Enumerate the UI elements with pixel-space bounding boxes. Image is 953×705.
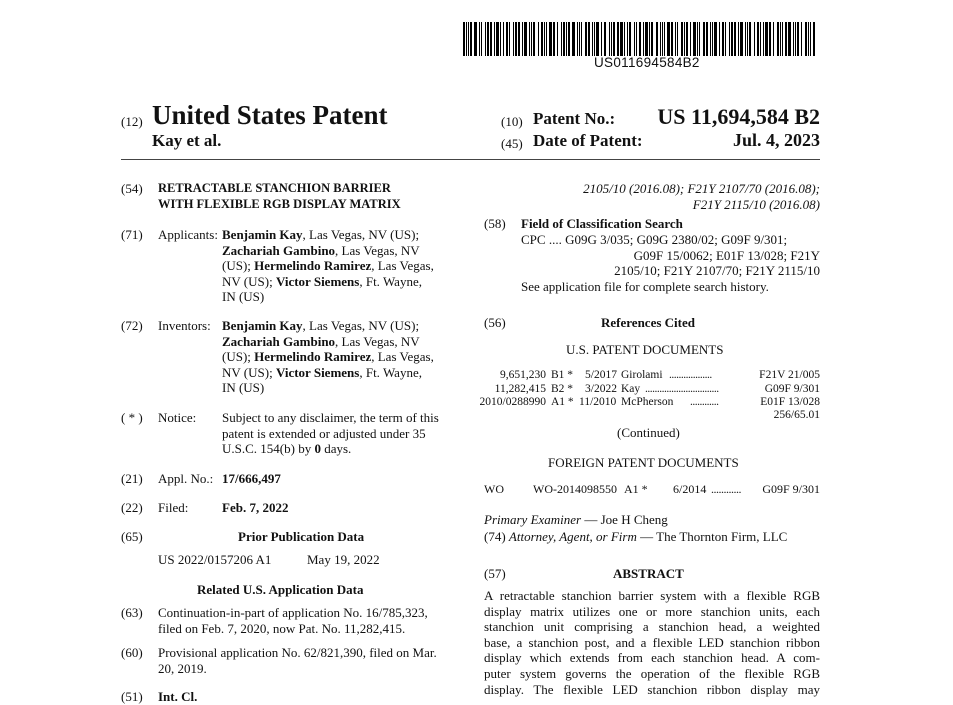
date-label: Date of Patent: (533, 131, 643, 150)
barcode-bar (805, 22, 807, 56)
barcode-bar (568, 22, 570, 56)
barcode-bar (561, 22, 562, 56)
barcode-bar (763, 22, 764, 56)
code-51: (51) (121, 689, 143, 704)
code-10: (10) (501, 114, 523, 129)
barcode-bar (611, 22, 612, 56)
barcode-bar (566, 22, 567, 56)
notice-text: Subject to any disclaimer, the term of this patent is extended or adjusted under 35 U.S.C. 154(b) by 0 days. (222, 410, 439, 456)
authors: Kay et al. (152, 131, 222, 150)
int-cl-label: Int. Cl. (158, 689, 198, 704)
barcode-bar (747, 22, 748, 56)
code-21: (21) (121, 471, 143, 486)
code-45: (45) (501, 136, 523, 151)
barcode-bar (538, 22, 539, 56)
barcode-bar (703, 22, 705, 56)
barcode-bar (671, 22, 673, 56)
barcode-bar (664, 22, 665, 56)
barcode-bar (643, 22, 644, 56)
field-search-heading: Field of Classification Search (521, 216, 683, 231)
barcode-bar (613, 22, 615, 56)
barcode-bar (681, 22, 683, 56)
patent-date: Jul. 4, 2023 (732, 130, 820, 150)
barcode-number: US011694584B2 (594, 55, 700, 70)
code-54: (54) (121, 181, 143, 196)
appl-no-label: Appl. No.: (158, 471, 214, 486)
barcode-bar (714, 22, 717, 56)
class-continued-2: F21Y 2115/10 (2016.08) (692, 197, 820, 212)
barcode-bar (481, 22, 482, 56)
code-65: (65) (121, 529, 143, 544)
filed-label: Filed: (158, 500, 189, 515)
barcode-bar (581, 22, 582, 56)
barcode-bar (749, 22, 751, 56)
inventors-list: Benjamin Kay, Las Vegas, NV (US); Zachariah Gambino, Las Vegas, NV (US); Hermelindo Ramirez, Las Vegas, NV (US); Victor Siemens, Ft. Wayne, IN (US) (222, 318, 434, 395)
filed-date: Feb. 7, 2022 (222, 500, 289, 515)
patent-number: US 11,694,584 B2 (657, 104, 820, 129)
barcode-bar (617, 22, 619, 56)
barcode-bar (490, 22, 492, 56)
barcode-bar (524, 22, 527, 56)
barcode-bar (712, 22, 713, 56)
cpc-line-1: CPC .... G09G 3/035; G09G 2380/02; G09F 9/301; (521, 232, 788, 247)
notice-code: ( * ) (121, 410, 143, 425)
barcode-bar (601, 22, 602, 56)
barcode-bar (577, 22, 578, 56)
barcode-bar (801, 22, 802, 56)
code-12: (12) (121, 114, 143, 129)
abstract-text: A retractable stanchion barrier system with a flexible RGB display matrix utilizes one or more stanchion units, each stanchion unit comprising a stanchion head, a weighted base, a stanchion post, and a flexible LED stanchion ribbon display which extends from each stanchion head. A com- puter system governs the operation of the flexible RGB display. The flexible LED stanchion ribbon display may (484, 588, 820, 697)
continuation-text: Continuation-in-part of application No. 16/785,323, filed on Feb. 7, 2020, now Pat. No. 11,282,415. (158, 605, 428, 636)
barcode-bar (693, 22, 696, 56)
barcode-bar (485, 22, 486, 56)
patent-number-label: Patent No.: (533, 109, 616, 128)
barcode-bar (660, 22, 661, 56)
barcode-bar (785, 22, 787, 56)
barcode-bar (740, 22, 743, 56)
barcode-bar (667, 22, 670, 56)
barcode-bar (515, 22, 517, 56)
code-56: (56) (484, 315, 506, 330)
related-heading: Related U.S. Application Data (197, 582, 364, 597)
applicants-label: Applicants: (158, 227, 218, 242)
barcode-bar (731, 22, 733, 56)
barcode-bar (722, 22, 724, 56)
barcode-bar (765, 22, 768, 56)
code-63: (63) (121, 605, 143, 620)
notice-label: Notice: (158, 410, 197, 425)
barcode-bar (594, 22, 595, 56)
barcode-bar (531, 22, 532, 56)
code-71: (71) (121, 227, 143, 242)
barcode-bar (793, 22, 794, 56)
barcode-bar (518, 22, 520, 56)
barcode-bar (557, 22, 558, 56)
barcode-bar (546, 22, 547, 56)
barcode-bar (677, 22, 678, 56)
barcode-bar (810, 22, 811, 56)
barcode-bar (675, 22, 676, 56)
code-57: (57) (484, 566, 506, 581)
prior-pub-number: US 2022/0157206 A1 (158, 552, 272, 567)
barcode-bar (494, 22, 495, 56)
applicants-list: Benjamin Kay, Las Vegas, NV (US); Zachariah Gambino, Las Vegas, NV (US); Hermelindo Ramirez, Las Vegas, NV (US); Victor Siemens, Ft. Wayne, IN (US) (222, 227, 434, 304)
barcode-bar (797, 22, 799, 56)
barcode-bar (777, 22, 779, 56)
barcode-bar (470, 22, 472, 56)
barcode-bar (487, 22, 489, 56)
barcode-bar (706, 22, 708, 56)
document-title: United States Patent (152, 100, 388, 130)
barcode-bar (745, 22, 746, 56)
barcode-bar (609, 22, 610, 56)
provisional-text: Provisional application No. 62/821,390, filed on Mar. 20, 2019. (158, 645, 437, 676)
us-docs-heading: U.S. PATENT DOCUMENTS (566, 342, 724, 357)
barcode-bar (719, 22, 720, 56)
barcode-bar (813, 22, 815, 56)
code-60: (60) (121, 645, 143, 660)
barcode-bar (690, 22, 691, 56)
cpc-line-3: 2105/10; F21Y 2107/70; F21Y 2115/10 (614, 263, 820, 278)
barcode-bar (795, 22, 796, 56)
class-continued-1: 2105/10 (2016.08); F21Y 2107/70 (2016.08); (583, 181, 820, 196)
barcode-bar (579, 22, 580, 56)
barcode-bar (662, 22, 663, 56)
inventors-label: Inventors: (158, 318, 211, 333)
barcode-bar (780, 22, 781, 56)
primary-examiner: Primary Examiner — Joe H Cheng (484, 512, 668, 527)
barcode-bar (624, 22, 625, 56)
appl-no: 17/666,497 (222, 471, 281, 486)
barcode-bar (684, 22, 685, 56)
search-history-note: See application file for complete search history. (521, 279, 769, 294)
barcode-bar (479, 22, 480, 56)
cpc-line-2: G09F 15/0062; E01F 13/028; F21Y (633, 248, 820, 263)
barcode-bar (754, 22, 755, 56)
barcode-bar (620, 22, 623, 56)
barcode-bar (529, 22, 530, 56)
barcode-bar (710, 22, 711, 56)
header-divider (121, 159, 820, 160)
abstract-heading: ABSTRACT (613, 566, 684, 581)
barcode-bar (496, 22, 499, 56)
foreign-docs-heading: FOREIGN PATENT DOCUMENTS (548, 455, 739, 470)
barcode-bar (686, 22, 688, 56)
barcode-bar (572, 22, 575, 56)
code-72: (72) (121, 318, 143, 333)
barcode-bar (634, 22, 635, 56)
prior-pub-date: May 19, 2022 (307, 552, 380, 567)
barcode-bar (500, 22, 501, 56)
references-heading: References Cited (601, 315, 695, 330)
barcode-bar (697, 22, 698, 56)
barcode-bar (629, 22, 631, 56)
barcode-bar (585, 22, 587, 56)
barcode (463, 22, 820, 56)
barcode-bar (782, 22, 783, 56)
prior-pub-heading: Prior Publication Data (238, 529, 365, 544)
barcode-bar (474, 22, 477, 56)
barcode-bar (553, 22, 555, 56)
barcode-bar (592, 22, 593, 56)
barcode-bar (651, 22, 653, 56)
barcode-bar (506, 22, 508, 56)
barcode-bar (513, 22, 514, 56)
barcode-bar (503, 22, 504, 56)
barcode-bar (757, 22, 759, 56)
barcode-bar (788, 22, 791, 56)
barcode-bar (544, 22, 545, 56)
barcode-bar (549, 22, 552, 56)
code-58: (58) (484, 216, 506, 231)
barcode-bar (808, 22, 809, 56)
invention-title: RETRACTABLE STANCHION BARRIER WITH FLEXIBLE RGB DISPLAY MATRIX (158, 181, 401, 211)
barcode-bar (773, 22, 774, 56)
barcode-bar (533, 22, 535, 56)
continued-link[interactable]: (Continued) (617, 425, 680, 440)
barcode-bar (760, 22, 761, 56)
barcode-bar (588, 22, 590, 56)
barcode-bar (466, 22, 467, 56)
barcode-bar (627, 22, 628, 56)
attorney-line: (74) Attorney, Agent, or Firm — The Thornton Firm, LLC (484, 529, 788, 544)
barcode-bar (463, 22, 465, 56)
barcode-bar (769, 22, 771, 56)
barcode-bar (649, 22, 650, 56)
barcode-bar (645, 22, 648, 56)
barcode-bar (509, 22, 510, 56)
code-22: (22) (121, 500, 143, 515)
barcode-bar (596, 22, 599, 56)
barcode-bar (656, 22, 658, 56)
barcode-bar (734, 22, 736, 56)
barcode-bar (563, 22, 565, 56)
barcode-bar (725, 22, 726, 56)
barcode-bar (468, 22, 469, 56)
barcode-bar (639, 22, 641, 56)
barcode-bar (541, 22, 543, 56)
barcode-bar (738, 22, 739, 56)
barcode-bar (729, 22, 730, 56)
us-ref-extra: 256/65.01 (773, 409, 820, 421)
barcode-bar (699, 22, 700, 56)
barcode-bar (522, 22, 523, 56)
barcode-bar (604, 22, 606, 56)
barcode-bar (636, 22, 637, 56)
